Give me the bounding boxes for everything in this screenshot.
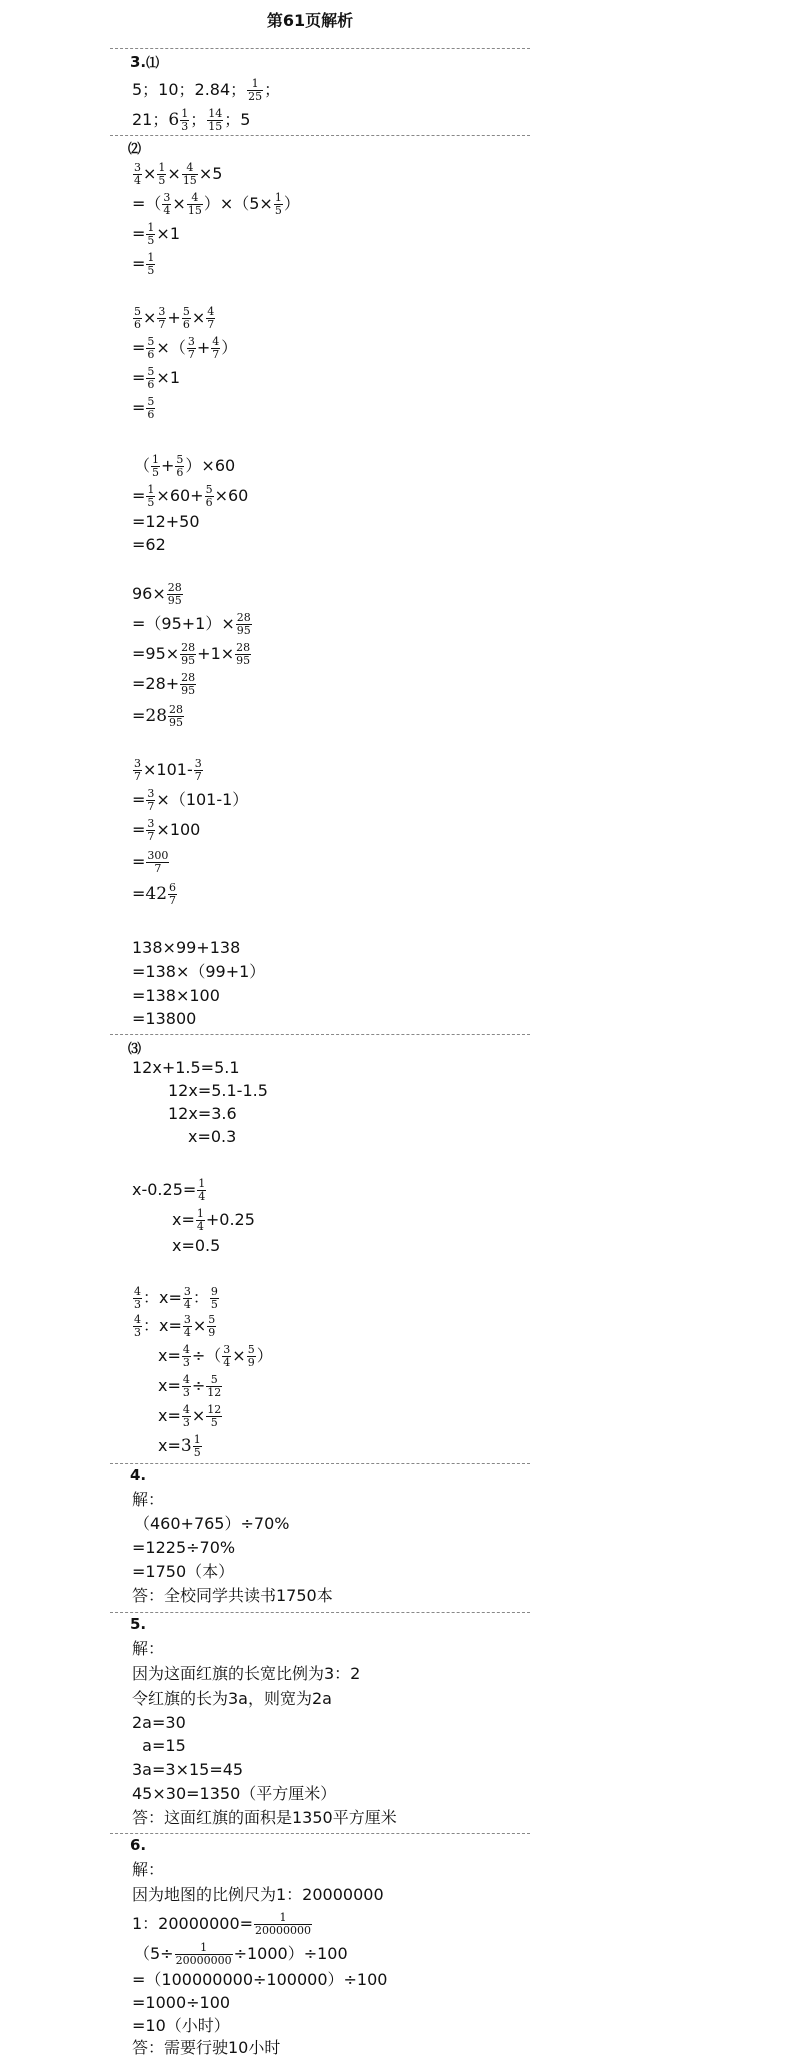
solution-line: 因为这面红旗的长宽比例为3：2 (132, 1664, 361, 1683)
solution-line: =1225÷70% (132, 1538, 236, 1557)
answer-line: 答：这面红旗的面积是1350平方厘米 (132, 1808, 397, 1827)
solution-line: =1750（本） (132, 1562, 235, 1581)
answer-line: 答：全校同学共读书1750本 (132, 1586, 333, 1605)
divider (110, 1463, 530, 1464)
answer-line-2: 21；6 $\frac{1}{3}$ ； $\frac{14}{15}$ ；5 (132, 107, 251, 133)
solution-line: 3a=3×15=45 (132, 1760, 244, 1779)
calc-line: = $\frac{1}{5}$ ×60+ $\frac{5}{6}$ ×60 (132, 483, 249, 509)
calc-line: 138×99+138 (132, 938, 241, 957)
solution-line: 2a=30 (132, 1713, 186, 1732)
calc-line: = $\frac{3}{7}$ ×100 (132, 817, 201, 843)
calc-line: $\frac{3}{4}$ × $\frac{1}{5}$ × $\frac{4}{15}$ ×5 (134, 161, 223, 187)
calc-line: =42 $\frac{6}{7}$ (132, 881, 177, 907)
calc-line: =（ $\frac{3}{4}$ × $\frac{4}{15}$ ）×（5× $\frac{1}{5}$ ） (132, 191, 300, 217)
answer-line-1: 5；10；2.84； $\frac{1}{25}$ ； (132, 77, 281, 103)
solution-line: a=15 (132, 1736, 186, 1755)
calc-line: =138×100 (132, 986, 220, 1005)
solution-line: =10（小时） (132, 2016, 230, 2035)
equation-line: x= $\frac{4}{3}$ × $\frac{12}{5}$ (158, 1403, 222, 1429)
equation-line: x=0.3 (188, 1127, 237, 1146)
divider (110, 1034, 530, 1035)
solution-line: 45×30=1350（平方厘米） (132, 1784, 337, 1803)
calc-line: $\frac{5}{6}$ × $\frac{3}{7}$ + $\frac{5}{6}$ × $\frac{4}{7}$ (134, 305, 215, 331)
solution-line: 令红旗的长为3a，则宽为2a (132, 1689, 332, 1708)
equation-line: x= $\frac{1}{4}$ +0.25 (172, 1207, 255, 1233)
equation-line: 12x=3.6 (168, 1104, 237, 1123)
equation-line: x= $\frac{4}{3}$ ÷（ $\frac{3}{4}$ × $\frac{5}{9}$ ） (158, 1343, 273, 1369)
solution-line: 解： (132, 1860, 165, 1879)
calc-line: = $\frac{5}{6}$ ×1 (132, 365, 180, 391)
solution-line: =1000÷100 (132, 1993, 231, 2012)
equation-line: 12x+1.5=5.1 (132, 1058, 240, 1077)
equation-line: x=3 $\frac{1}{5}$ (158, 1433, 201, 1459)
page-title: 第61页解析 (266, 11, 354, 30)
calc-line: = $\frac{1}{5}$ (132, 251, 155, 277)
question-5-heading: 5. (130, 1615, 147, 1633)
equation-line: $\frac{4}{3}$ ：x= $\frac{3}{4}$ ： $\frac{9}{5}$ (134, 1285, 218, 1311)
equation-line: $\frac{4}{3}$ ：x= $\frac{3}{4}$ × $\frac{5}{9}$ (134, 1313, 216, 1339)
calc-line: = $\frac{5}{6}$ (132, 395, 155, 421)
question-3-heading: 3.⑴ (130, 53, 160, 71)
divider (110, 48, 530, 49)
question-6-heading: 6. (130, 1836, 147, 1854)
equation-line: x=0.5 (172, 1236, 221, 1255)
calc-line: =12+50 (132, 512, 200, 531)
calc-line: =62 (132, 535, 166, 554)
calc-line: $\frac{3}{7}$ ×101- $\frac{3}{7}$ (134, 757, 202, 783)
calc-line: =28 $\frac{28}{95}$ (132, 703, 184, 729)
solution-line: （460+765）÷70% (134, 1514, 290, 1533)
calc-line: =13800 (132, 1009, 197, 1028)
calc-line: = $\frac{5}{6}$ ×（ $\frac{3}{7}$ + $\frac{4}{7}$ ） (132, 335, 238, 361)
answer-line: 答：需要行驶10小时 (132, 2038, 281, 2057)
solution-line: （5÷ $\frac{1}{20000000}$ ÷1000）÷100 (134, 1941, 348, 1967)
calc-line: 96× $\frac{28}{95}$ (132, 581, 182, 607)
calc-line: = $\frac{3}{7}$ ×（101-1） (132, 787, 249, 813)
solution-line: 1：20000000= $\frac{1}{20000000}$ (132, 1911, 312, 1937)
divider (110, 1612, 530, 1613)
calc-line: （ $\frac{1}{5}$ + $\frac{5}{6}$ ）×60 (134, 453, 236, 479)
divider (110, 135, 530, 136)
equation-line: x-0.25= $\frac{1}{4}$ (132, 1177, 206, 1203)
question-4-heading: 4. (130, 1466, 147, 1484)
calc-line: =138×（99+1） (132, 962, 266, 981)
solution-line: 解： (132, 1490, 165, 1509)
divider (110, 1833, 530, 1834)
equation-line: x= $\frac{4}{3}$ ÷ $\frac{5}{12}$ (158, 1373, 222, 1399)
calc-line: =95× $\frac{28}{95}$ +1× $\frac{28}{95}$ (132, 641, 251, 667)
calc-line: = $\frac{300}{7}$ (132, 849, 169, 875)
solution-line: 解： (132, 1639, 165, 1658)
part-2-label: ⑵ (128, 142, 142, 157)
part-3-label: ⑶ (128, 1042, 142, 1057)
solution-line: =（100000000÷100000）÷100 (132, 1970, 388, 1989)
calc-line: = $\frac{1}{5}$ ×1 (132, 221, 180, 247)
equation-line: 12x=5.1-1.5 (168, 1081, 268, 1100)
solution-line: 因为地图的比例尺为1：20000000 (132, 1885, 384, 1904)
calc-line: =28+ $\frac{28}{95}$ (132, 671, 196, 697)
calc-line: =（95+1）× $\frac{28}{95}$ (132, 611, 251, 637)
